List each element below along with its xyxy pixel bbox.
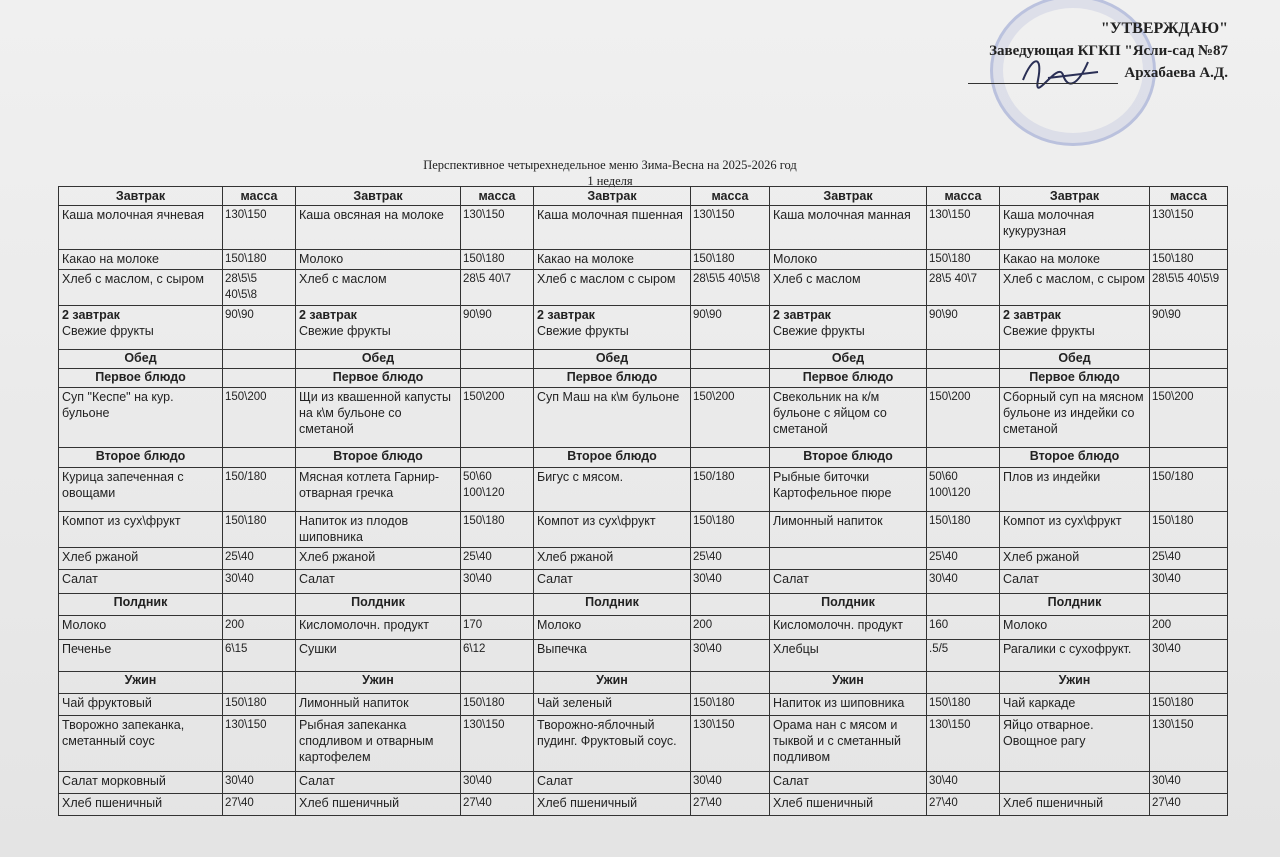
second-course-item-mass: 150\180 <box>691 512 770 548</box>
second-breakfast-label: 2 завтрак <box>62 308 120 322</box>
header-meal: Завтрак <box>1000 187 1150 206</box>
empty-cell <box>691 350 770 369</box>
first-course-mass: 150\200 <box>1150 388 1228 448</box>
second-breakfast-dish: Свежие фрукты <box>1003 324 1095 338</box>
second-course-item-mass: 25\40 <box>691 548 770 570</box>
header-mass: масса <box>927 187 1000 206</box>
dinner-item-dish: Рыбная запеканка сподливом и отварным картофелем <box>296 716 461 772</box>
snack-item-mass: 6\12 <box>461 640 534 672</box>
empty-cell <box>223 369 296 388</box>
breakfast-item-mass: 28\5 40\7 <box>461 270 534 306</box>
breakfast-item-dish: Хлеб с маслом <box>296 270 461 306</box>
second-course-item-mass: 25\40 <box>223 548 296 570</box>
header-meal: Завтрак <box>534 187 691 206</box>
second-course-item-dish: Мясная котлета Гарнир- отварная гречка <box>296 468 461 512</box>
approval-position: Заведующая КГКП "Ясли-сад №87 <box>989 43 1228 59</box>
dinner-label: Ужин <box>1000 672 1150 694</box>
snack-item-dish: Молоко <box>59 616 223 640</box>
second-breakfast-dish: Свежие фрукты <box>773 324 865 338</box>
dinner-item-dish: Салат <box>534 772 691 794</box>
empty-cell <box>223 448 296 468</box>
empty-cell <box>461 350 534 369</box>
breakfast-item-mass: 150\180 <box>927 250 1000 270</box>
second-breakfast-dish: Свежие фрукты <box>537 324 629 338</box>
lunch-label: Обед <box>770 350 927 369</box>
second-course-item-mass: 30\40 <box>927 570 1000 594</box>
dinner-label: Ужин <box>59 672 223 694</box>
empty-cell <box>1150 369 1228 388</box>
snack-item-dish: Сушки <box>296 640 461 672</box>
dinner-item-dish: Хлеб пшеничный <box>59 794 223 816</box>
empty-cell <box>927 350 1000 369</box>
empty-cell <box>1150 350 1228 369</box>
dinner-item-mass: 30\40 <box>691 772 770 794</box>
header-meal: Завтрак <box>296 187 461 206</box>
second-breakfast-dish: Свежие фрукты <box>299 324 391 338</box>
first-course-label: Первое блюдо <box>59 369 223 388</box>
dinner-item-dish: Хлеб пшеничный <box>534 794 691 816</box>
dinner-item-dish: Чай каркаде <box>1000 694 1150 716</box>
dinner-item-mass: 150\180 <box>223 694 296 716</box>
dinner-item-dish: Чай фруктовый <box>59 694 223 716</box>
first-course-label: Первое блюдо <box>770 369 927 388</box>
snack-item-dish: Хлебцы <box>770 640 927 672</box>
second-breakfast-mass: 90\90 <box>1150 306 1228 350</box>
second-course-item-dish: Салат <box>296 570 461 594</box>
empty-cell <box>1150 448 1228 468</box>
snack-item-dish: Молоко <box>534 616 691 640</box>
breakfast-item-mass: 130\150 <box>461 206 534 250</box>
breakfast-item-mass: 130\150 <box>223 206 296 250</box>
dinner-item-mass: 30\40 <box>927 772 1000 794</box>
breakfast-item-dish: Каша молочная ячневая <box>59 206 223 250</box>
dinner-item-dish: Орама нан с мясом и тыквой и с сметанный подливом <box>770 716 927 772</box>
breakfast-item-dish: Молоко <box>296 250 461 270</box>
approval-name: Архабаева А.Д. <box>1124 65 1228 81</box>
dinner-item-mass: 30\40 <box>1150 772 1228 794</box>
dinner-item-dish: Напиток из шиповника <box>770 694 927 716</box>
empty-cell <box>927 672 1000 694</box>
dinner-item-mass: 27\40 <box>927 794 1000 816</box>
empty-cell <box>927 594 1000 616</box>
second-breakfast-dish: Свежие фрукты <box>62 324 154 338</box>
second-course-item-mass: 30\40 <box>223 570 296 594</box>
dinner-label: Ужин <box>770 672 927 694</box>
week-label: 1 неделя <box>587 174 633 188</box>
lunch-label: Обед <box>534 350 691 369</box>
snack-label: Полдник <box>1000 594 1150 616</box>
breakfast-item-mass: 130\150 <box>927 206 1000 250</box>
dinner-item-mass: 130\150 <box>461 716 534 772</box>
second-course-label: Второе блюдо <box>1000 448 1150 468</box>
empty-cell <box>1150 672 1228 694</box>
empty-cell <box>223 350 296 369</box>
second-course-item-dish: Лимонный напиток <box>770 512 927 548</box>
first-course-label: Первое блюдо <box>534 369 691 388</box>
breakfast-item-dish: Какао на молоке <box>1000 250 1150 270</box>
first-course-label: Первое блюдо <box>1000 369 1150 388</box>
snack-item-mass: 6\15 <box>223 640 296 672</box>
second-course-label: Второе блюдо <box>534 448 691 468</box>
snack-item-mass: 30\40 <box>691 640 770 672</box>
empty-cell <box>1150 594 1228 616</box>
snack-item-dish: Молоко <box>1000 616 1150 640</box>
first-course-mass: 150\200 <box>461 388 534 448</box>
dinner-label: Ужин <box>534 672 691 694</box>
second-course-item-mass: 50\60 100\120 <box>461 468 534 512</box>
second-course-item-dish: Рыбные биточки Картофельное пюре <box>770 468 927 512</box>
dinner-item-mass: 130\150 <box>691 716 770 772</box>
snack-item-dish: Кисломолочн. продукт <box>770 616 927 640</box>
header-mass: масса <box>461 187 534 206</box>
first-course-mass: 150\200 <box>691 388 770 448</box>
breakfast-item-mass: 28\5 40\7 <box>927 270 1000 306</box>
second-breakfast-mass: 90\90 <box>223 306 296 350</box>
breakfast-item-mass: 150\180 <box>223 250 296 270</box>
snack-item-mass: 170 <box>461 616 534 640</box>
menu-title: Перспективное четырехнедельное меню Зима-Весна на 2025-2026 год <box>423 158 797 172</box>
empty-cell <box>691 448 770 468</box>
dinner-item-mass: 150\180 <box>691 694 770 716</box>
breakfast-item-dish: Хлеб с маслом, с сыром <box>1000 270 1150 306</box>
snack-item-dish: Печенье <box>59 640 223 672</box>
second-course-item-mass: 150/180 <box>691 468 770 512</box>
dinner-label: Ужин <box>296 672 461 694</box>
empty-cell <box>927 448 1000 468</box>
second-course-item-dish: Салат <box>770 570 927 594</box>
breakfast-item-dish: Каша молочная пшенная <box>534 206 691 250</box>
header-mass: масса <box>223 187 296 206</box>
second-course-item-mass: 150/180 <box>1150 468 1228 512</box>
breakfast-item-dish: Каша молочная кукурузная <box>1000 206 1150 250</box>
snack-item-mass: 160 <box>927 616 1000 640</box>
second-course-item-mass: 30\40 <box>691 570 770 594</box>
dinner-item-mass: 27\40 <box>461 794 534 816</box>
second-breakfast-cell <box>534 306 691 350</box>
dinner-item-dish: Хлеб пшеничный <box>1000 794 1150 816</box>
dinner-item-dish: Яйцо отварное. Овощное рагу <box>1000 716 1150 772</box>
second-course-label: Второе блюдо <box>770 448 927 468</box>
dinner-item-dish: Хлеб пшеничный <box>296 794 461 816</box>
first-course-label: Первое блюдо <box>296 369 461 388</box>
second-course-label: Второе блюдо <box>59 448 223 468</box>
second-course-item-dish: Хлеб ржаной <box>534 548 691 570</box>
first-course-mass: 150\200 <box>223 388 296 448</box>
breakfast-item-mass: 130\150 <box>691 206 770 250</box>
approval-block <box>968 18 1228 84</box>
empty-cell <box>223 672 296 694</box>
second-course-item-dish: Курица запеченная с овощами <box>59 468 223 512</box>
second-course-item-mass: 25\40 <box>927 548 1000 570</box>
header-mass: масса <box>691 187 770 206</box>
dinner-item-mass: 130\150 <box>223 716 296 772</box>
empty-cell <box>461 594 534 616</box>
dinner-item-dish: Лимонный напиток <box>296 694 461 716</box>
dinner-item-mass: 30\40 <box>461 772 534 794</box>
dinner-item-mass: 130\150 <box>927 716 1000 772</box>
dinner-item-dish: Салат <box>296 772 461 794</box>
first-course-dish: Свекольник на к/м бульоне с яйцом со сметаной <box>770 388 927 448</box>
breakfast-item-dish: Хлеб с маслом <box>770 270 927 306</box>
empty-cell <box>691 672 770 694</box>
second-course-item-dish: Хлеб ржаной <box>296 548 461 570</box>
snack-item-mass: 30\40 <box>1150 640 1228 672</box>
second-breakfast-label: 2 завтрак <box>1003 308 1061 322</box>
first-course-dish: Щи из квашенной капусты на к\м бульоне со сметаной <box>296 388 461 448</box>
second-breakfast-label: 2 завтрак <box>773 308 831 322</box>
breakfast-item-mass: 28\5\5 40\5\9 <box>1150 270 1228 306</box>
breakfast-item-mass: 28\5\5 40\5\8 <box>223 270 296 306</box>
second-breakfast-mass: 90\90 <box>461 306 534 350</box>
second-breakfast-label: 2 завтрак <box>299 308 357 322</box>
dinner-item-dish: Творожно запеканка, сметанный соус <box>59 716 223 772</box>
second-course-item-dish: Хлеб ржаной <box>59 548 223 570</box>
snack-label: Полдник <box>770 594 927 616</box>
second-course-item-mass: 30\40 <box>1150 570 1228 594</box>
snack-item-dish: Выпечка <box>534 640 691 672</box>
breakfast-item-dish: Какао на молоке <box>59 250 223 270</box>
dinner-item-mass: 27\40 <box>691 794 770 816</box>
snack-label: Полдник <box>59 594 223 616</box>
snack-label: Полдник <box>534 594 691 616</box>
second-breakfast-mass: 90\90 <box>927 306 1000 350</box>
second-course-item-dish: Салат <box>59 570 223 594</box>
second-course-label: Второе блюдо <box>296 448 461 468</box>
second-course-item-mass: 150\180 <box>223 512 296 548</box>
second-course-item-mass: 25\40 <box>461 548 534 570</box>
menu-table <box>58 186 1228 816</box>
dinner-item-mass: 27\40 <box>223 794 296 816</box>
dinner-item-mass: 27\40 <box>1150 794 1228 816</box>
second-course-item-dish: Плов из индейки <box>1000 468 1150 512</box>
empty-cell <box>223 594 296 616</box>
dinner-item-dish: Хлеб пшеничный <box>770 794 927 816</box>
second-course-item-dish: Напиток из плодов шиповника <box>296 512 461 548</box>
second-course-item-mass: 150\180 <box>461 512 534 548</box>
snack-item-mass: 200 <box>1150 616 1228 640</box>
second-course-item-mass: 150/180 <box>223 468 296 512</box>
lunch-label: Обед <box>59 350 223 369</box>
second-breakfast-mass: 90\90 <box>691 306 770 350</box>
first-course-dish: Сборный суп на мясном бульоне из индейки со сметаной <box>1000 388 1150 448</box>
second-breakfast-cell <box>770 306 927 350</box>
second-course-item-dish: Хлеб ржаной <box>1000 548 1150 570</box>
breakfast-item-dish: Хлеб с маслом, с сыром <box>59 270 223 306</box>
second-course-item-mass: 50\60 100\120 <box>927 468 1000 512</box>
first-course-dish: Суп Маш на к\м бульоне <box>534 388 691 448</box>
second-course-item-dish: Компот из сух\фрукт <box>59 512 223 548</box>
second-course-item-dish: Компот из сух\фрукт <box>534 512 691 548</box>
snack-item-dish: Кисломолочн. продукт <box>296 616 461 640</box>
second-course-item-dish: Салат <box>534 570 691 594</box>
lunch-label: Обед <box>1000 350 1150 369</box>
second-course-item-mass: 150\180 <box>1150 512 1228 548</box>
second-course-item-dish: Бигус с мясом. <box>534 468 691 512</box>
dinner-item-mass: 150\180 <box>461 694 534 716</box>
dinner-item-mass: 130\150 <box>1150 716 1228 772</box>
dinner-item-mass: 150\180 <box>1150 694 1228 716</box>
breakfast-item-dish: Какао на молоке <box>534 250 691 270</box>
empty-cell <box>927 369 1000 388</box>
dinner-item-mass: 30\40 <box>223 772 296 794</box>
breakfast-item-mass: 150\180 <box>461 250 534 270</box>
dinner-item-dish: Чай зеленый <box>534 694 691 716</box>
breakfast-item-mass: 150\180 <box>691 250 770 270</box>
empty-cell <box>691 369 770 388</box>
empty-cell <box>461 672 534 694</box>
snack-item-dish: Рагалики с сухофрукт. <box>1000 640 1150 672</box>
lunch-label: Обед <box>296 350 461 369</box>
dinner-item-dish: Салат морковный <box>59 772 223 794</box>
dinner-item-dish: Творожно-яблочный пудинг. Фруктовый соус. <box>534 716 691 772</box>
breakfast-item-dish: Каша молочная манная <box>770 206 927 250</box>
empty-cell <box>691 594 770 616</box>
snack-label: Полдник <box>296 594 461 616</box>
breakfast-item-dish: Молоко <box>770 250 927 270</box>
second-course-item-mass: 25\40 <box>1150 548 1228 570</box>
breakfast-item-mass: 150\180 <box>1150 250 1228 270</box>
breakfast-item-dish: Каша овсяная на молоке <box>296 206 461 250</box>
snack-item-mass: 200 <box>691 616 770 640</box>
second-breakfast-cell <box>59 306 223 350</box>
approval-title: "УТВЕРЖДАЮ" <box>1100 20 1228 37</box>
dinner-item-mass: 150\180 <box>927 694 1000 716</box>
breakfast-item-mass: 130\150 <box>1150 206 1228 250</box>
snack-item-mass: .5/5 <box>927 640 1000 672</box>
header-meal: Завтрак <box>59 187 223 206</box>
empty-cell <box>461 369 534 388</box>
snack-item-mass: 200 <box>223 616 296 640</box>
second-course-item-dish: Салат <box>1000 570 1150 594</box>
header-mass: масса <box>1150 187 1228 206</box>
breakfast-item-mass: 28\5\5 40\5\8 <box>691 270 770 306</box>
second-course-item-mass: 30\40 <box>461 570 534 594</box>
first-course-mass: 150\200 <box>927 388 1000 448</box>
second-breakfast-cell <box>1000 306 1150 350</box>
second-course-item-mass: 150\180 <box>927 512 1000 548</box>
header-meal: Завтрак <box>770 187 927 206</box>
second-breakfast-cell <box>296 306 461 350</box>
empty-cell <box>461 448 534 468</box>
second-course-item-dish <box>770 548 927 570</box>
second-breakfast-label: 2 завтрак <box>537 308 595 322</box>
signature-line <box>968 65 1118 84</box>
dinner-item-dish: Салат <box>770 772 927 794</box>
first-course-dish: Суп "Кеспе" на кур. бульоне <box>59 388 223 448</box>
breakfast-item-dish: Хлеб с маслом с сыром <box>534 270 691 306</box>
second-course-item-dish: Компот из сух\фрукт <box>1000 512 1150 548</box>
dinner-item-dish <box>1000 772 1150 794</box>
